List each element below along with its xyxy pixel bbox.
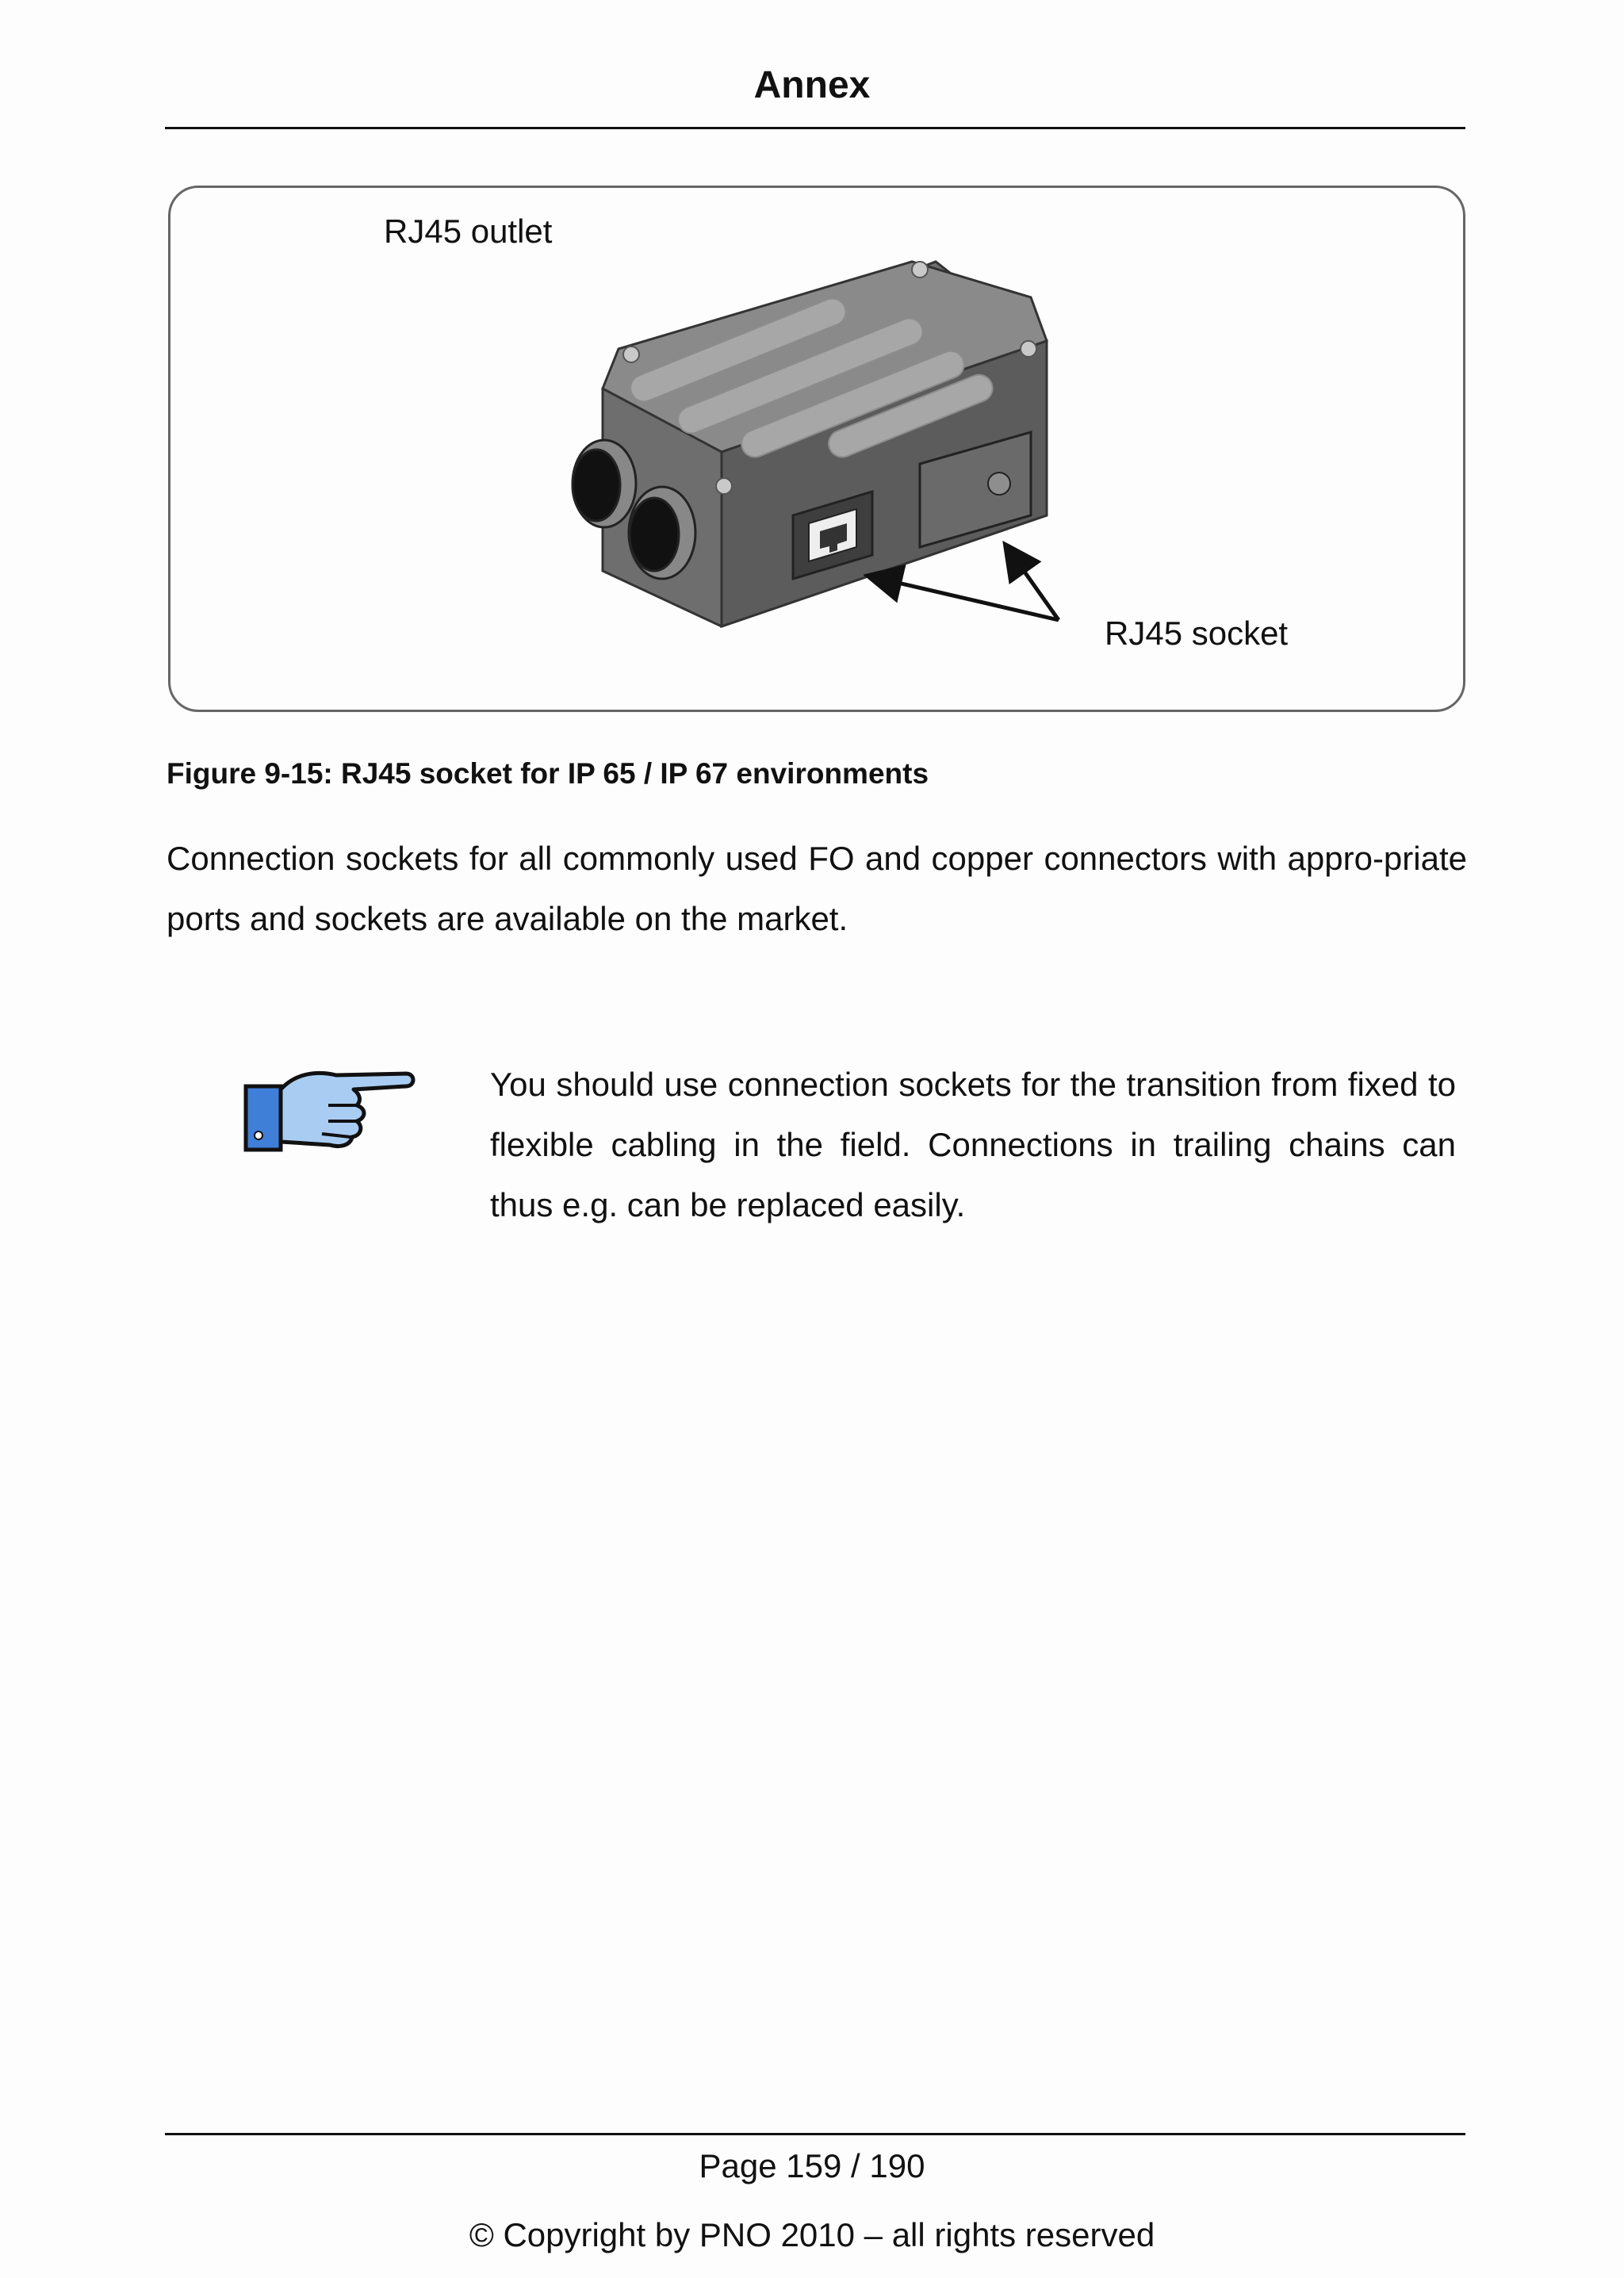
copyright-notice: © Copyright by PNO 2010 – all rights reserved (469, 2216, 1155, 2253)
cable-gland-left (573, 440, 636, 527)
label-rj45-socket: RJ45 socket (1105, 614, 1289, 652)
note-text: You should use connection sockets for the transition from fixed to flexible cabling in the field. Connections in trailing chains can thus e.g. can be replaced easily. (490, 1066, 1456, 1223)
rj45-device-illustration (555, 254, 1094, 650)
header-divider (165, 127, 1465, 129)
label-rj45-outlet: RJ45 outlet (384, 212, 553, 250)
page-header-title: Annex (753, 64, 871, 106)
body-paragraph: Connection sockets for all commonly used FO and copper connectors with appro-priate ports and sockets are available on the market. (167, 840, 1467, 937)
page-number: Page 159 / 190 (699, 2147, 925, 2184)
footer-divider (165, 2133, 1465, 2135)
cable-gland-right (629, 487, 695, 579)
figure-caption: Figure 9-15: RJ45 socket for IP 65 / IP 67 environments (167, 757, 929, 790)
pointing-hand-icon (243, 1062, 417, 1158)
